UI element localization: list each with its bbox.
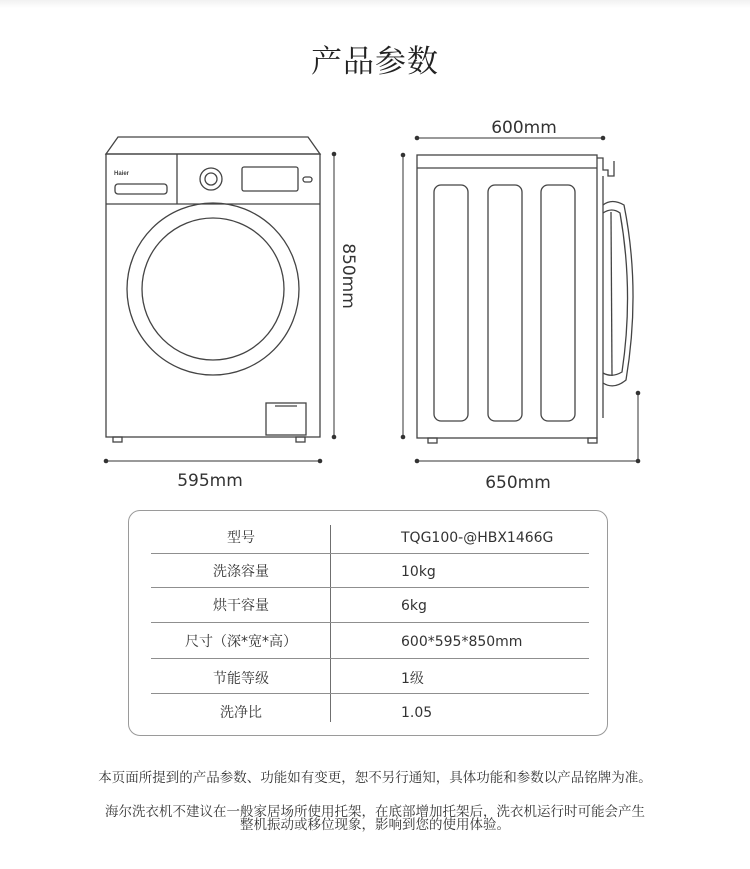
bracket-warning-line-1: 海尔洗衣机不建议在一般家居场所使用托架，在底部增加托架后，洗衣机运行时可能会产生 (105, 804, 645, 820)
door-outer-ring (127, 203, 299, 375)
spec-value: 1级 (401, 671, 424, 687)
spec-value: 6kg (401, 598, 427, 614)
disclaimer-text: 本页面所提到的产品参数、功能如有变更，恕不另行通知，具体功能和参数以产品铭牌为准。 (98, 770, 652, 786)
side-depth-top-label: 600mm (491, 118, 557, 138)
side-view-washer (417, 155, 633, 443)
door-glass (142, 218, 284, 360)
row-divider (151, 622, 589, 623)
display-panel (242, 167, 298, 191)
row-divider (151, 693, 589, 694)
program-knob (200, 168, 222, 190)
haier-logo: Haier (114, 171, 130, 177)
bracket-warning-text (0, 806, 750, 832)
spec-row-energy-class (151, 662, 589, 696)
spec-label: 尺寸（深*宽*高） (185, 634, 297, 650)
bracket-warning-line-2: 整机振动或移位现象，影响到您的使用体验。 (240, 817, 510, 833)
row-divider (151, 587, 589, 588)
spec-row-wash-ratio (151, 696, 589, 730)
spec-row-dimensions (151, 625, 589, 659)
detergent-drawer (115, 184, 167, 194)
page-title: 产品参数 (311, 44, 439, 80)
front-width-label: 595mm (177, 471, 243, 491)
side-depth-bottom-label: 650mm (485, 473, 551, 493)
spec-value: 1.05 (401, 705, 433, 721)
row-divider (151, 553, 589, 554)
spec-label: 节能等级 (213, 671, 269, 687)
dimension-lines (106, 138, 638, 461)
spec-row-dry-capacity (151, 589, 589, 623)
spec-row-model (151, 521, 589, 555)
spec-label: 烘干容量 (213, 598, 269, 614)
front-view-washer (106, 137, 320, 442)
spec-label: 洗涤容量 (213, 564, 269, 580)
height-label: 850mm (338, 243, 358, 309)
spec-value: TQG100-@HBX1466G (401, 530, 554, 546)
spec-row-wash-capacity (151, 555, 589, 589)
filter-cover (266, 403, 306, 435)
spec-label: 洗净比 (220, 705, 262, 721)
spec-label: 型号 (227, 530, 255, 546)
spec-table (128, 510, 608, 736)
spec-value: 10kg (401, 564, 436, 580)
row-divider (151, 658, 589, 659)
spec-value: 600*595*850mm (401, 634, 523, 650)
